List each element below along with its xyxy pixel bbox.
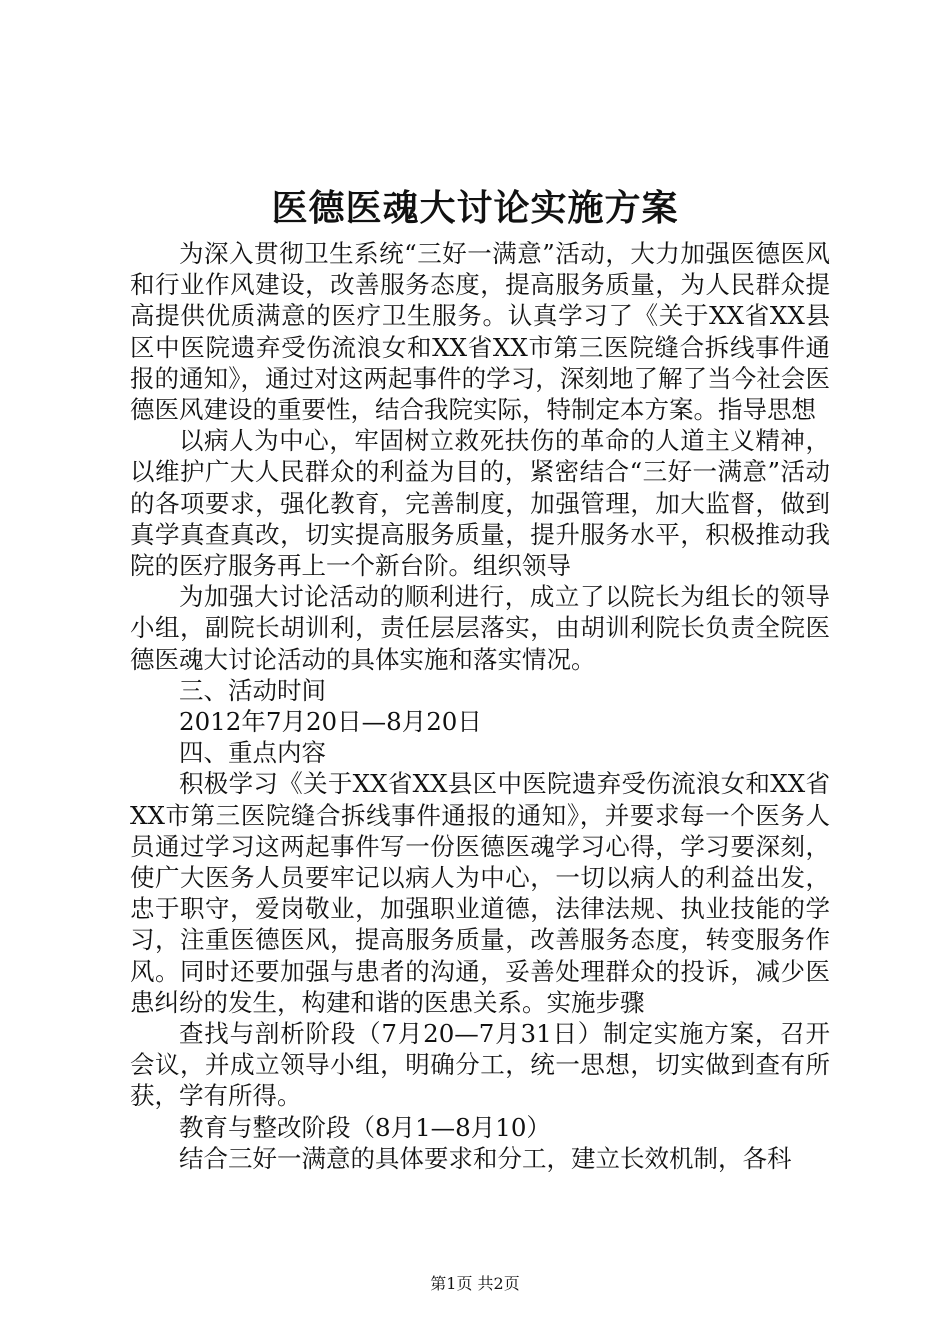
paragraph-investigation-phase: 查找与剖析阶段（7月20—7月31日）制定实施方案，召开会议，并成立领导小组，明确分工，统一思想，切实做到查有所获，学有所得。	[130, 1019, 830, 1111]
paragraph-guiding-principles: 以病人为中心，牢固树立救死扶伤的革命的人道主义精神，以维护广大人民群众的利益为目的，紧密结合“三好一满意”活动的各项要求，强化教育，完善制度，加强管理，加大监督，做到真学真查真改，切实提高服务质量，提升服务水平，积极推动我院的医疗服务再上一个新台阶。组织领导	[130, 426, 830, 581]
paragraph-activity-dates: 2012年7月20日—8月20日	[179, 707, 482, 737]
section-heading-key-content: 四、重点内容	[179, 738, 326, 768]
document-title: 医德医魂大讨论实施方案	[271, 187, 679, 229]
section-heading-activity-time: 三、活动时间	[179, 675, 326, 705]
paragraph-intro: 为深入贯彻卫生系统“三好一满意”活动，大力加强医德医风和行业作风建设，改善服务态度，提高服务质量，为人民群众提高提供优质满意的医疗卫生服务。认真学习了《关于XX省XX县区中医院遗弃受伤流浪女和XX省XX市第三医院缝合拆线事件通报的通知》，通过对这两起事件的学习，深刻地了解了当今社会医德医风建设的重要性，结合我院实际，特制定本方案。指导思想	[130, 239, 830, 425]
paragraph-key-content: 积极学习《关于XX省XX县区中医院遗弃受伤流浪女和XX省XX市第三医院缝合拆线事件通报的通知》，并要求每一个医务人员通过学习这两起事件写一份医德医魂学习心得，学习要深刻，使广大医务人员要牢记以病人为中心，一切以病人的利益出发，忠于职守，爱岗敬业，加强职业道德，法律法规、执业技能的学习，注重医德医风，提高服务质量，改善服务态度，转变服务作风。同时还要加强与患者的沟通，妥善处理群众的投诉，减少医患纠纷的发生，构建和谐的医患关系。实施步骤	[130, 769, 830, 1017]
document-body	[130, 238, 830, 1174]
paragraph-education-phase-heading: 教育与整改阶段（8月1—8月10）	[179, 1112, 551, 1142]
paragraph-leadership: 为加强大讨论活动的顺利进行，成立了以院长为组长的领导小组，副院长胡训利，责任层层落实，由胡训利院长负责全院医德医魂大讨论活动的具体实施和落实情况。	[130, 582, 830, 674]
page-footer: 第1页 共2页	[430, 1274, 520, 1293]
paragraph-education-phase: 结合三好一满意的具体要求和分工，建立长效机制，各科	[179, 1143, 792, 1173]
